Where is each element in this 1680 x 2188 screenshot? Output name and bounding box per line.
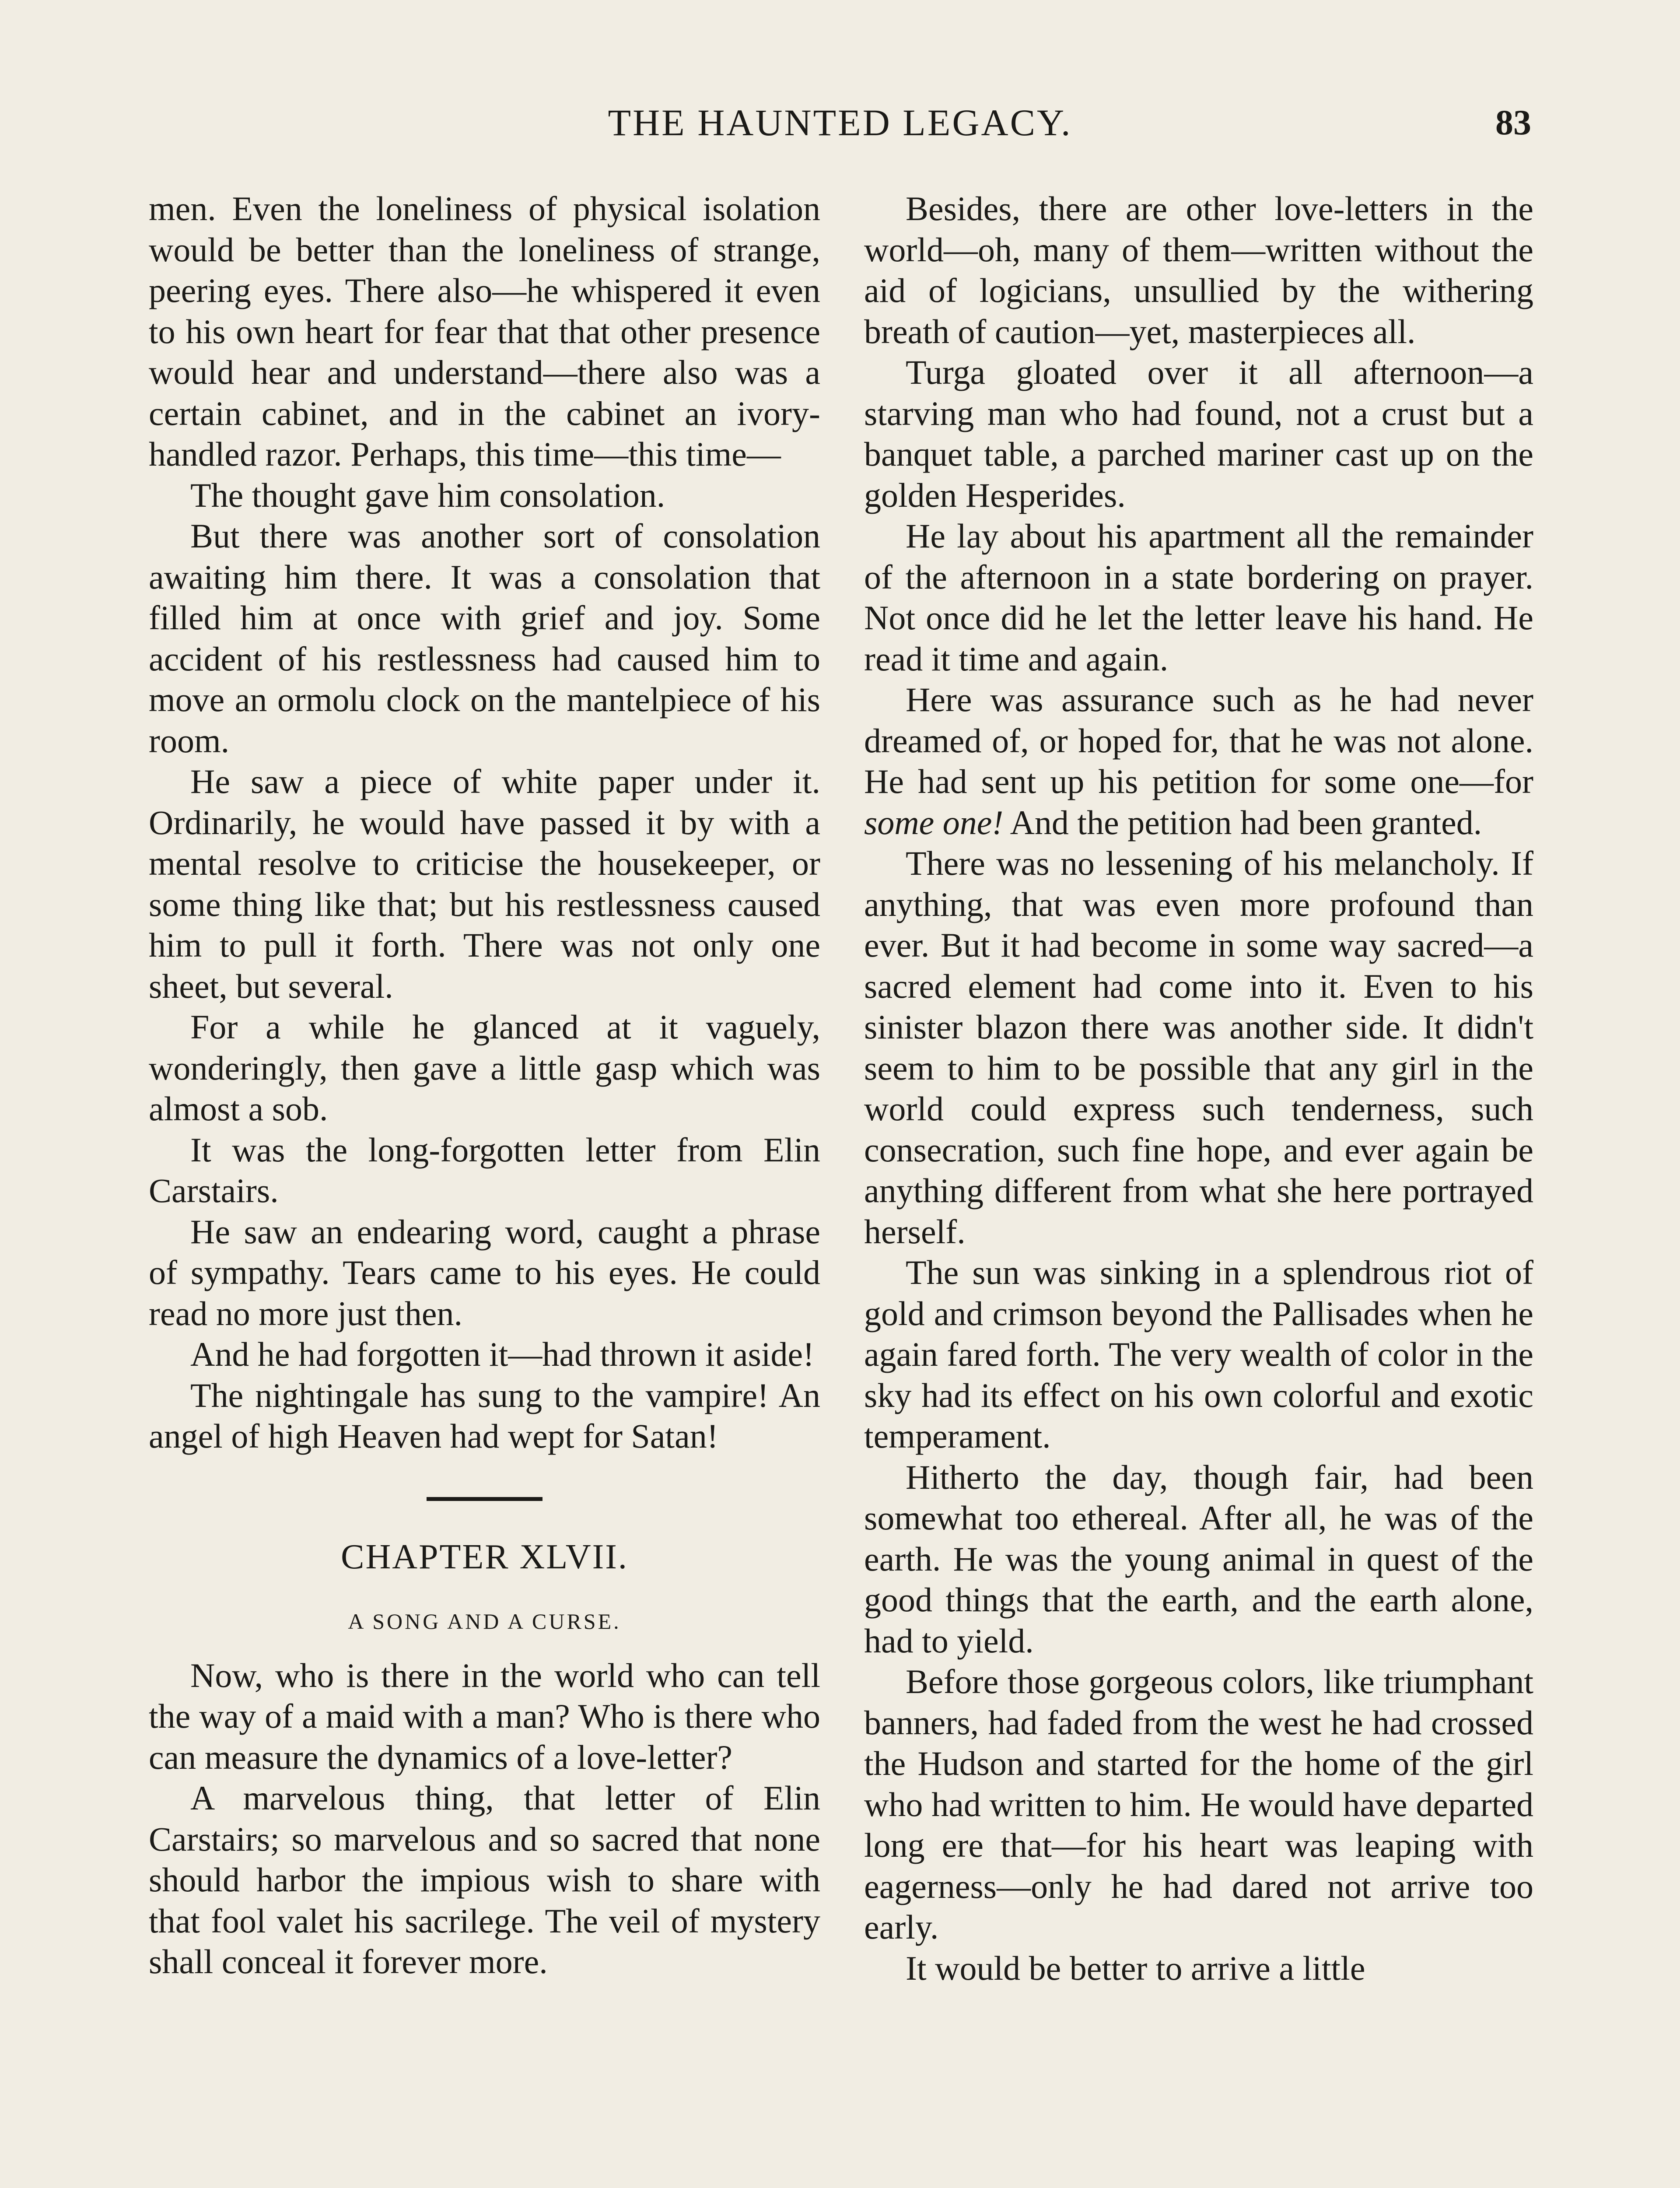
paragraph: Before those gorgeous colors, like triumphant banners, had faded from the west he had crossed the Hudson and started for the home of the girl who had written to him. He would have departed long ere that—for his heart was leaping with eagerness—only he had dared not arrive too early. [864, 1662, 1533, 1946]
left-column [149, 188, 820, 1982]
paragraph: The nightingale has sung to the vampire! An angel of high Heaven had wept for Satan! [149, 1376, 820, 1455]
paragraph: Hitherto the day, though fair, had been somewhat too ethereal. After all, he was of the earth. He was the young animal in quest of the good things that the earth, and the earth alone, had to yield. [864, 1458, 1533, 1660]
paragraph: It was the long-forgotten letter from Elin Carstairs. [149, 1130, 820, 1210]
page-number: 83 [1495, 102, 1531, 142]
paragraph: Besides, there are other love-letters in the world—oh, many of them—written without the aid of logicians, unsullied by the withering breath of caution—yet, masterpieces all. [864, 189, 1533, 351]
chapter-subtitle: A SONG AND A CURSE. [348, 1609, 621, 1634]
paragraph-text: And the petition had been granted. [1003, 803, 1482, 842]
section-divider [427, 1497, 542, 1501]
paragraph: But there was another sort of consolation awaiting him there. It was a consolation that filled him at once with grief and joy. Some accident of his restlessness had caused him to move an ormolu clock on the mantelpiece of his room. [149, 517, 820, 760]
paragraph: The sun was sinking in a splendrous riot of gold and crimson beyond the Pallisades when he again fared forth. The very wealth of color in the sky had its effect on his own colorful and exotic temperament. [864, 1253, 1533, 1455]
paragraph: For a while he glanced at it vaguely, wonderingly, then gave a little gasp which was almost a sob. [149, 1008, 820, 1128]
paragraph: men. Even the loneliness of physical isolation would be better than the loneliness of strange, peering eyes. There also—he whispered it even to his own heart for fear that that other presence would hear and understand—there also was a certain cabinet, and in the cabinet an ivory-handled razor. Perhaps, this time—this time— [149, 189, 820, 473]
paragraph: Turga gloated over it all afternoon—a starving man who had found, not a crust but a banquet table, a parched mariner cast up on the golden Hesperides. [864, 353, 1533, 514]
emphasized-text: some one! [864, 803, 1004, 842]
paragraph: He lay about his apartment all the remainder of the afternoon in a state bordering on prayer. Not once did he let the letter leave his hand. He read it time and again. [864, 517, 1533, 678]
paragraph: A marvelous thing, that letter of Elin Carstairs; so marvelous and so sacred that none should harbor the impious wish to share with that fool valet his sacrilege. The veil of mystery shall conceal it forever more. [149, 1779, 820, 1981]
chapter-title: CHAPTER XLVII. [341, 1537, 628, 1576]
paragraph [864, 679, 1533, 843]
chapter-heading [149, 1497, 820, 1641]
running-head [0, 94, 1680, 151]
paragraph: He saw a piece of white paper under it. Ordinarily, he would have passed it by with a mental resolve to criticise the housekeeper, or some thing like that; but his restlessness caused him to pull it forth. There was not only one sheet, but several. [149, 762, 820, 1005]
paragraph: It would be better to arrive a little [906, 1949, 1365, 1987]
paragraph: There was no lessening of his melancholy. If anything, that was even more profound than ever. But it had become in some way sacred—a sacred element had come into it. Even to his sinister blazon there was another side. It didn't seem to him to be possible that any girl in the world could express such tenderness, such consecration, such fine hope, and ever again be anything different from what she here portrayed herself. [864, 844, 1533, 1251]
paragraph: Now, who is there in the world who can tell the way of a maid with a man? Who is there who can measure the dynamics of a love-letter? [149, 1656, 820, 1776]
paragraph-text: Here was assurance such as he had never dreamed of, or hoped for, that he was not alone. He had sent up his petition for some one—for [864, 680, 1533, 800]
paragraph: He saw an endearing word, caught a phrase of sympathy. Tears came to his eyes. He could read no more just then. [149, 1212, 820, 1332]
running-title: THE HAUNTED LEGACY. [608, 102, 1072, 144]
right-column [864, 188, 1533, 1988]
paragraph: And he had forgotten it—had thrown it aside! [190, 1335, 815, 1373]
paragraph: The thought gave him consolation. [190, 476, 665, 514]
